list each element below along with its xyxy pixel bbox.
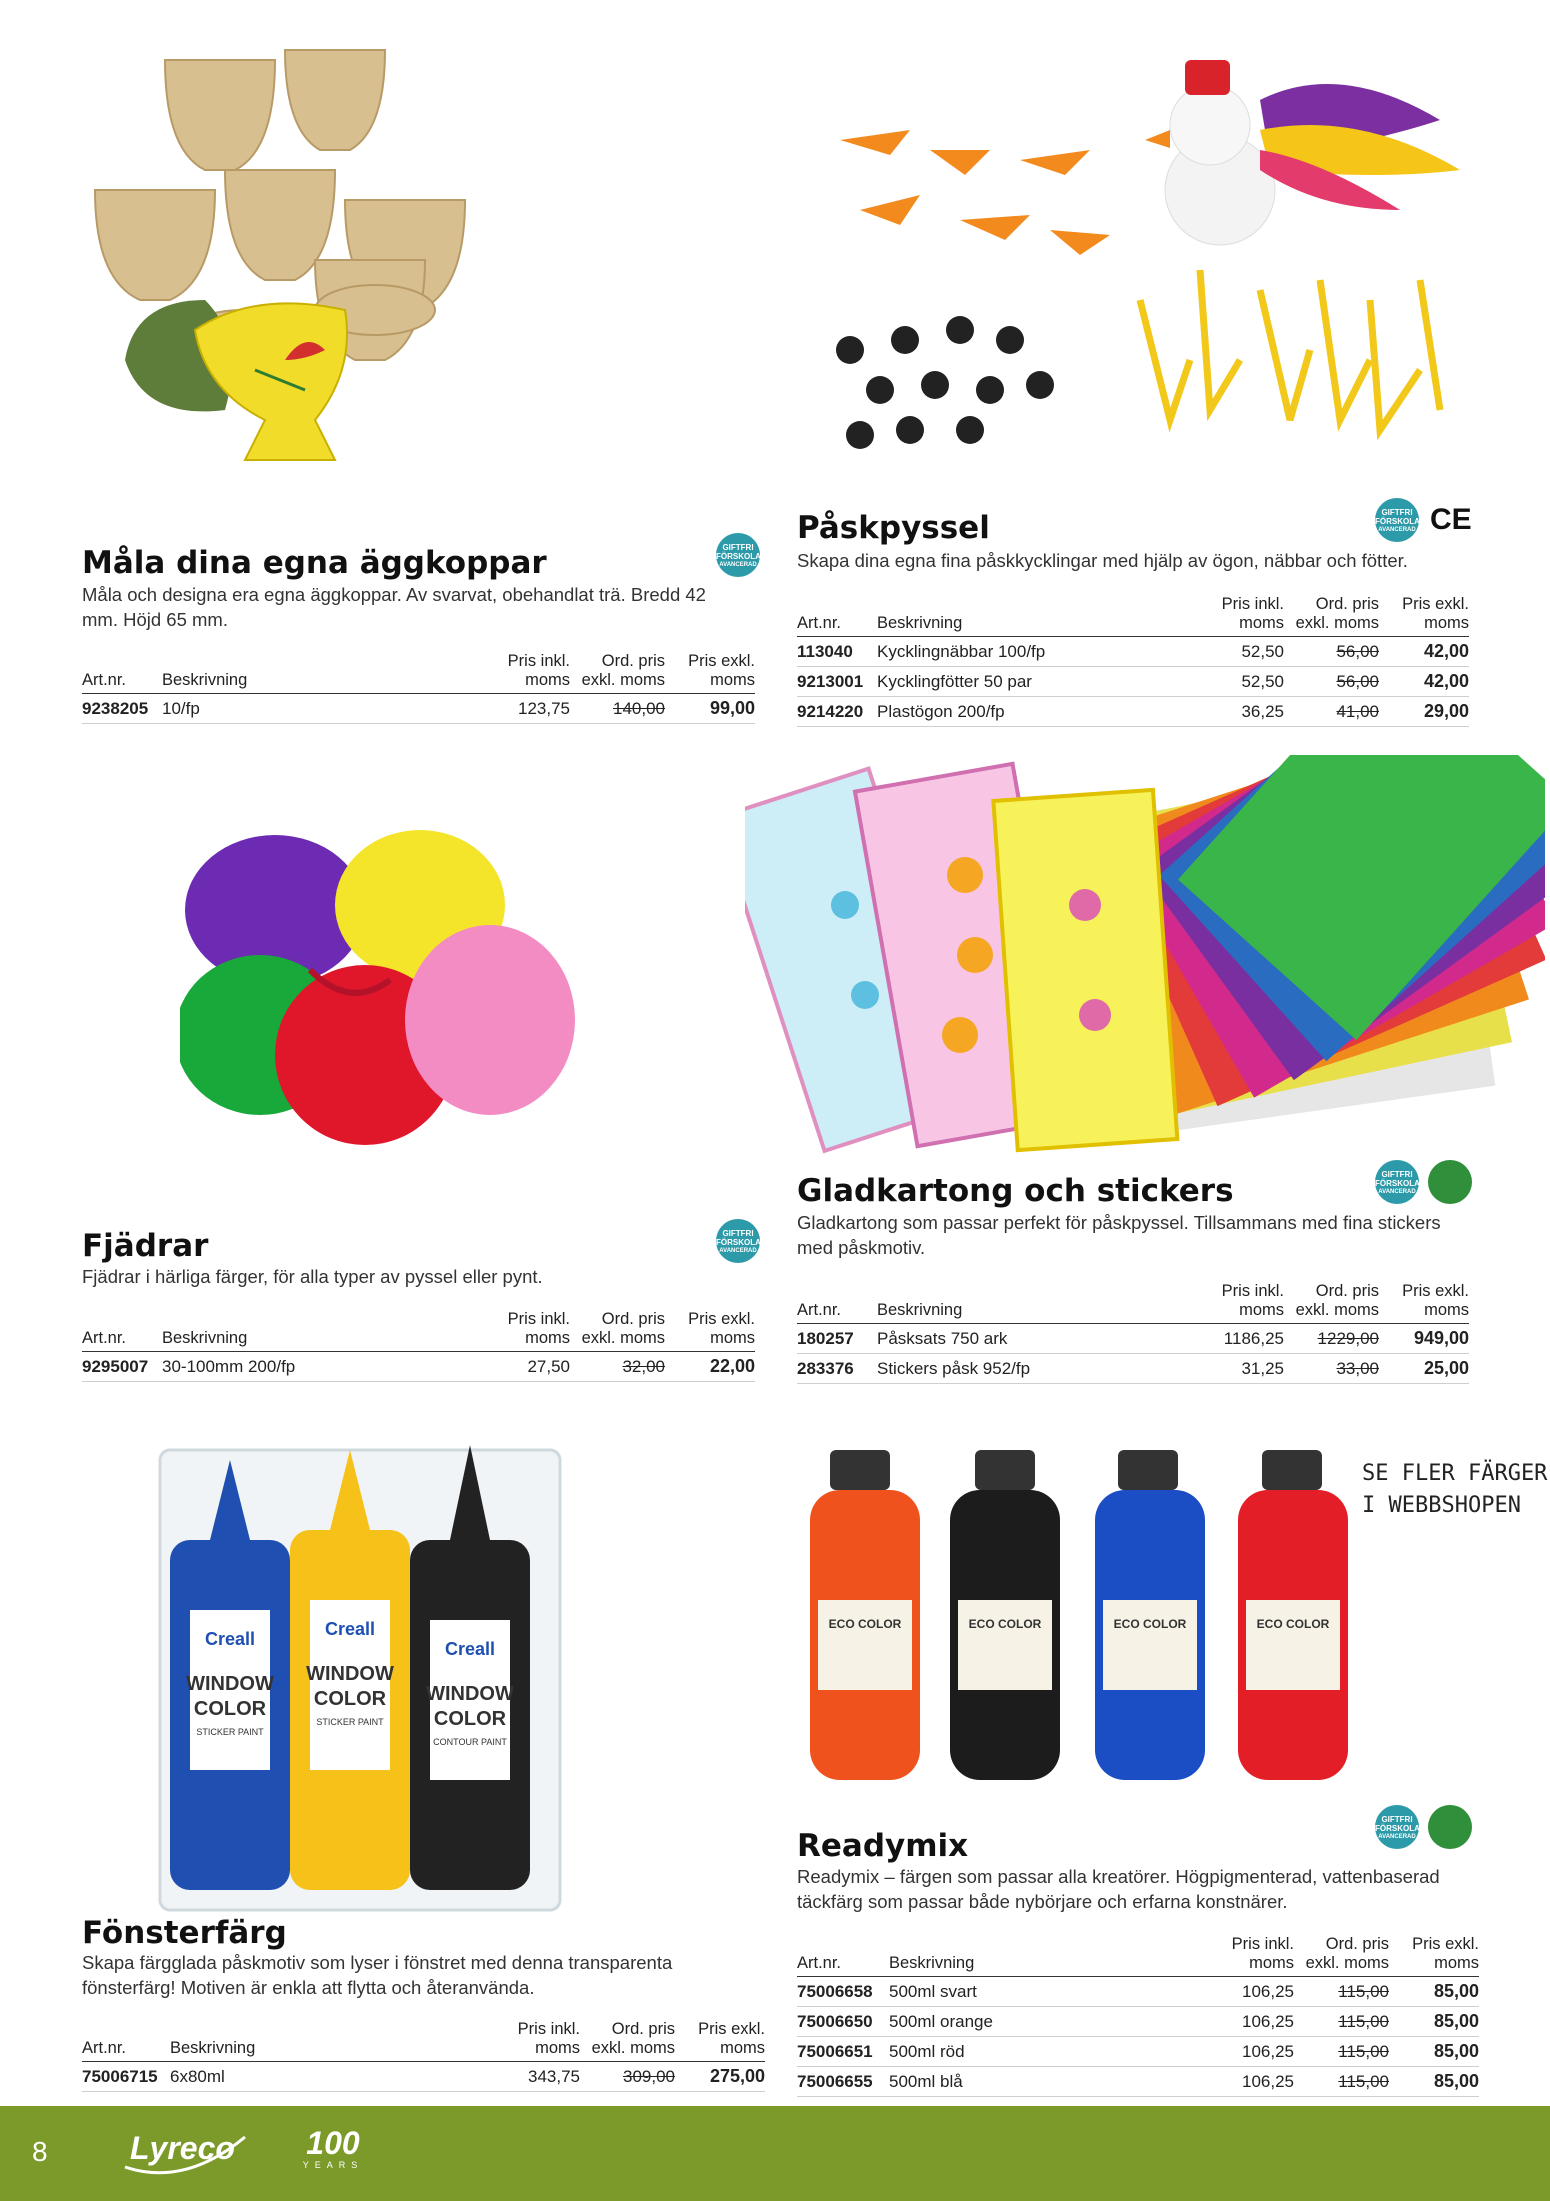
col-incl: Pris inkl. moms — [480, 1310, 570, 1352]
eco-color-label-1: ECO COLOR — [828, 1617, 902, 1631]
color-label-3: COLOR — [433, 1708, 507, 1730]
col-ord: Ord. pris exkl. moms — [1294, 1935, 1389, 1977]
col-excl: Pris exkl. moms — [1389, 1935, 1479, 1977]
anniversary-word: YEARS — [302, 2160, 364, 2170]
window-paint-price-table — [82, 2020, 765, 2092]
col-incl: Pris inkl. moms — [1204, 1935, 1294, 1977]
col-excl: Pris exkl. moms — [665, 1310, 755, 1352]
creall-logo-3: Creall — [444, 1639, 496, 1659]
easter-craft-price-table — [797, 595, 1469, 727]
cardboard-price-table — [797, 1282, 1469, 1384]
readymix-description: Readymix – färgen som passar alla kreatörer. Högpigmenterad, vattenbaserad täckfärg som passar både nybörjare och erfarna konstnärer. — [797, 1866, 1440, 1912]
easter-craft-photo — [810, 40, 1500, 540]
readymix-title: Readymix — [797, 1828, 969, 1864]
col-desc: Beskrivning — [889, 1935, 1204, 1977]
easter-craft-title: Påskpyssel — [797, 510, 990, 546]
color-label-2: COLOR — [313, 1688, 387, 1710]
nordic-swan-icon-cardboard — [1428, 1160, 1472, 1204]
lyreco-wordmark: Lyreco — [130, 2130, 235, 2166]
table-row: 9238205 10/fp 123,75 140,00 99,00 — [82, 694, 755, 724]
readymix-price-table — [797, 1935, 1479, 2097]
anniversary-logo — [293, 2126, 373, 2170]
eco-color-label-3: ECO COLOR — [1113, 1617, 1187, 1631]
readymix-photo — [800, 1450, 1360, 1790]
window-label-2: WINDOW — [306, 1663, 394, 1685]
more-colors-line-1: SE FLER FÄRGER — [1362, 1461, 1548, 1486]
window-label-1: WINDOW — [186, 1673, 274, 1695]
col-desc: Beskrivning — [170, 2020, 490, 2062]
col-ord: Ord. pris exkl. moms — [570, 1310, 665, 1352]
eggcups-price-table — [82, 652, 755, 724]
col-excl: Pris exkl. moms — [1379, 595, 1469, 637]
eggcups-photo — [85, 30, 505, 490]
table-row: 180257 Påsksats 750 ark 1186,25 1229,00 949,00 — [797, 1324, 1469, 1354]
giftfri-badge-eggcups: GIFTFRI FÖRSKOLA AVANCERAD — [716, 533, 760, 577]
col-desc: Beskrivning — [877, 595, 1194, 637]
feathers-description: Fjädrar i härliga färger, för alla typer av pyssel eller pynt. — [82, 1266, 543, 1287]
feathers-title: Fjädrar — [82, 1228, 209, 1264]
easter-craft-description: Skapa dina egna fina påskkycklingar med hjälp av ögon, näbbar och fötter. — [797, 550, 1408, 571]
feathers-price-table — [82, 1310, 755, 1382]
col-excl: Pris exkl. moms — [1379, 1282, 1469, 1324]
cardboard-description: Gladkartong som passar perfekt för påskpyssel. Tillsammans med fina stickers med påskmotiv. — [797, 1212, 1441, 1258]
window-paint-photo — [150, 1430, 570, 1920]
col-ord: Ord. pris exkl. moms — [1284, 595, 1379, 637]
col-desc: Beskrivning — [877, 1282, 1194, 1324]
eggcups-title: Måla dina egna äggkoppar — [82, 545, 547, 581]
giftfri-badge-readymix: GIFTFRI FÖRSKOLA AVANCERAD — [1375, 1805, 1419, 1849]
anniversary-number: 100 — [306, 2125, 360, 2161]
giftfri-badge-easter: GIFTFRI FÖRSKOLA AVANCERAD — [1375, 498, 1419, 542]
table-row: 75006715 6x80ml 343,75 309,00 275,00 — [82, 2062, 765, 2092]
nordic-swan-icon-readymix — [1428, 1805, 1472, 1849]
feathers-photo — [180, 820, 580, 1190]
col-desc: Beskrivning — [162, 1310, 480, 1352]
creall-logo-2: Creall — [324, 1619, 376, 1639]
col-incl: Pris inkl. moms — [480, 652, 570, 694]
window-label-3: WINDOW — [426, 1683, 514, 1705]
cardboard-stickers-photo — [745, 755, 1545, 1185]
col-incl: Pris inkl. moms — [1194, 595, 1284, 637]
col-art: Art.nr. — [797, 1282, 877, 1324]
eggcups-description: Måla och designa era egna äggkoppar. Av svarvat, obehandlat trä. Bredd 42 mm. Höjd 65 mm. — [82, 584, 706, 630]
sticker-paint-label-1: STICKER PAINT — [196, 1727, 264, 1737]
table-row: 283376 Stickers påsk 952/fp 31,25 33,00 25,00 — [797, 1354, 1469, 1384]
eco-color-label-2: ECO COLOR — [968, 1617, 1042, 1631]
col-ord: Ord. pris exkl. moms — [580, 2020, 675, 2062]
col-excl: Pris exkl. moms — [665, 652, 755, 694]
table-row: 9214220 Plastögon 200/fp 36,25 41,00 29,00 — [797, 697, 1469, 727]
ce-mark-icon: CE — [1430, 503, 1472, 536]
creall-logo-1: Creall — [204, 1629, 256, 1649]
col-art: Art.nr. — [797, 1935, 889, 1977]
window-paint-title: Fönsterfärg — [82, 1915, 287, 1951]
table-row: 75006650 500ml orange 106,25 115,00 85,00 — [797, 2007, 1479, 2037]
table-row: 75006658 500ml svart 106,25 115,00 85,00 — [797, 1977, 1479, 2007]
col-desc: Beskrivning — [162, 652, 480, 694]
table-row: 75006651 500ml röd 106,25 115,00 85,00 — [797, 2037, 1479, 2067]
table-row: 75006655 500ml blå 106,25 115,00 85,00 — [797, 2067, 1479, 2097]
more-colors-note — [1362, 1458, 1547, 1522]
page-footer — [0, 2106, 1550, 2201]
col-ord: Ord. pris exkl. moms — [570, 652, 665, 694]
col-excl: Pris exkl. moms — [675, 2020, 765, 2062]
contour-paint-label: CONTOUR PAINT — [433, 1737, 507, 1747]
cardboard-title: Gladkartong och stickers — [797, 1173, 1234, 1209]
table-row: 113040 Kycklingnäbbar 100/fp 52,50 56,00 42,00 — [797, 637, 1469, 667]
table-row: 9295007 30-100mm 200/fp 27,50 32,00 22,00 — [82, 1352, 755, 1382]
col-art: Art.nr. — [82, 1310, 162, 1352]
col-art: Art.nr. — [82, 2020, 170, 2062]
giftfri-badge-feathers: GIFTFRI FÖRSKOLA AVANCERAD — [716, 1219, 760, 1263]
col-ord: Ord. pris exkl. moms — [1284, 1282, 1379, 1324]
table-row: 9213001 Kycklingfötter 50 par 52,50 56,00 42,00 — [797, 667, 1469, 697]
window-paint-description: Skapa färgglada påskmotiv som lyser i fönstret med denna transparenta fönsterfärg! Motiven är enkla att flytta och återanvända. — [82, 1952, 673, 1998]
col-art: Art.nr. — [797, 595, 877, 637]
lyreco-logo — [120, 2122, 250, 2182]
col-incl: Pris inkl. moms — [490, 2020, 580, 2062]
giftfri-badge-cardboard: GIFTFRI FÖRSKOLA AVANCERAD — [1375, 1160, 1419, 1204]
eco-color-label-4: ECO COLOR — [1256, 1617, 1330, 1631]
sticker-paint-label-2: STICKER PAINT — [316, 1717, 384, 1727]
page-number: 8 — [32, 2136, 48, 2167]
more-colors-line-2: I WEBBSHOPEN — [1362, 1493, 1521, 1518]
col-art: Art.nr. — [82, 652, 162, 694]
col-incl: Pris inkl. moms — [1194, 1282, 1284, 1324]
color-label-1: COLOR — [193, 1698, 267, 1720]
